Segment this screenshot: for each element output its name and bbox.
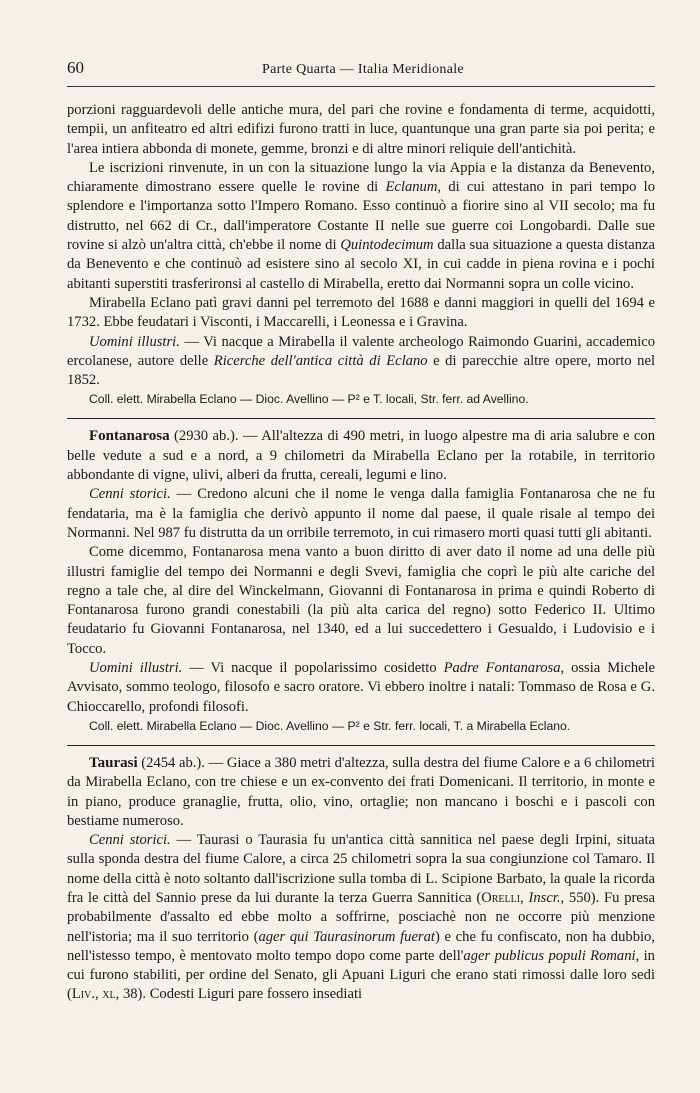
italic-term: Quintodecimum: [340, 237, 434, 254]
page-number: 60: [67, 58, 84, 77]
italic-term: ager qui Taurasinorum fuerat: [258, 928, 435, 945]
section-taurasi: [67, 754, 655, 1005]
admin-note: Coll. elett. Mirabella Eclano — Dioc. Avellino — P² e T. locali, Str. ferr. ad Avellino.: [89, 392, 529, 407]
italic-term: ager publicus populi Romani: [463, 947, 636, 964]
paragraph: Le iscrizioni rinvenute, in un con la situazione lungo la via Appia e la distanza da Benevento, chiaramente dimostrano essere quelle le rovine di Eclanum, di cui attestano in pari tempo lo splendore e l'importanza sotto l'Impero Romano. Esso continuò a fiorire sino al VII secolo; ma fu distrutto, nel 662 di Cr., dall'imperatore Costante II nelle sue guerre coi Longobardi. Dalle sue rovine si alzò un'altra città, ch'ebbe il nome di Quintodecimum dalla sua situazione a questa distanza da Benevento e che continuò ad esistere sino al secolo XI, in cui cadde in piena rovina e i pochi abitanti superstiti trasferironsi al castello di Mirabella, eretto dai Normanni sopra un colle vicino.: [67, 159, 656, 292]
italic-term: Padre Fontanarosa: [443, 660, 561, 677]
page-header: [67, 58, 655, 87]
paragraph: Uomini illustri. — Vi nacque a Mirabella il valente archeologo Raimondo Guarini, accademico ercolanese, autore delle Ricerche dell'antica città di Eclano e di parecchie altre opere, morto nel 1852.: [67, 333, 656, 389]
book-number: xl: [102, 986, 116, 1003]
entry-paragraph: Fontanarosa (2930 ab.). — All'altezza di 490 metri, in luogo alpestre ma di aria salubre e con belle vedute a sud e a nord, a 9 chilometri da Mirabella Eclano per la rotabile, in territorio abbondante di vigne, ulivi, alberi da frutta, cereali, legumi e lino.: [67, 428, 655, 484]
runin-heading: Cenni storici.: [89, 832, 171, 849]
runin-heading: Uomini illustri.: [89, 333, 180, 350]
entry-paragraph: Taurasi (2454 ab.). — Giace a 380 metri d'altezza, sulla destra del fiume Calore e a 6 chilometri da Mirabella Eclano, con tre chiese e un ex-convento dei frati Domenicani. Il territorio, in monte e in piano, produce granaglie, frutta, olio, vino, ortaglie; non mancano i boschi e i pascoli con bestiame numeroso.: [67, 754, 655, 829]
italic-term: Eclanum: [385, 179, 438, 196]
paragraph: Mirabella Eclano patì gravi danni pel terremoto del 1688 e danni maggiori in quelli del 1694 e 1732. Ebbe feudatari i Visconti, i Maccarelli, i Leonessa e i Gravina.: [67, 294, 655, 331]
paragraph: Cenni storici. — Taurasi o Taurasia fu un'antica città sannitica nel paese degli Irpini, situata sulla sponda destra del fiume Calore, a circa 25 chilometri sopra la sua congiunzione col Tamaro. Il nome della città è noto soltanto dall'iscrizione sulla tomba di L. Scipione Barbato, la quale la ricorda fra le città del Sannio prese da lui durante la terza Guerra Sannitica (Orelli, Inscr., 550). Fu presa probabilmente d'assalto ed ebbe molto a soffrirne, posciachè non ne occorre più menzione nell'istoria; ma il suo territorio (ager qui Taurasinorum fuerat) e che fu confiscato, non ha dubbio, nell'istesso tempo, è mentovato molto tempo dopo come parte dell'ager publicus populi Romani, in cui furono stabiliti, per ordine del Senato, gli Apuani Liguri che erano stati rimossi dalle loro sedi (Liv., xl, 38). Codesti Liguri pare fossero insediati: [67, 832, 656, 1003]
italic-title: Ricerche dell'antica città di Eclano: [213, 352, 428, 369]
divider: [67, 745, 655, 746]
section-mirabella: [67, 101, 655, 408]
runin-heading: Uomini illustri.: [89, 660, 183, 677]
entry-name: Fontanarosa: [89, 428, 170, 445]
section-fontanarosa: [67, 427, 655, 734]
running-title: Parte Quarta — Italia Meridionale: [262, 62, 464, 77]
paragraph: porzioni ragguardevoli delle antiche mura, del pari che rovine e fondamenta di terme, acquidotti, tempii, un anfiteatro ed altri edifizi furono tratti in luce, quantunque una gran parte sia poi perita; e l'area intiera abbonda di monete, gemme, bronzi e di altre minori reliquie dell'antichità.: [67, 102, 655, 157]
runin-heading: Cenni storici.: [89, 486, 171, 503]
italic-term: Inscr.: [528, 889, 561, 906]
paragraph: Cenni storici. — Credono alcuni che il nome le venga dalla famiglia Fontanarosa che ne fu fendataria, ma è la famiglia che derivò appunto il nome dal paese, il quale risale al tempo dei Normanni. Nel 987 fu distrutta da un orribile terremoto, in cui rimasero morti quasi tutti gli abitanti.: [67, 486, 655, 541]
admin-note: Coll. elett. Mirabella Eclano — Dioc. Avellino — P² e Str. ferr. locali, T. a Mirabella Eclano.: [89, 718, 571, 733]
divider: [67, 418, 655, 419]
paragraph: Come dicemmo, Fontanarosa mena vanto a buon diritto di aver dato il nome ad una delle più illustri famiglie del tempo dei Normanni e degli Svevi, famiglia che coprì le più alte cariche del regno a tale che, al dire del Winckelmann, Giovanni di Fontanarosa in prima e quindi Roberto di Fontanarosa furono grandi conestabili (la più alta carica del regno) sotto Federico II. Ultimo feudatario fu Giovanni Fontanarosa, nel 1340, ed a lui succedettero i Gesualdo, i Ludovisio e i Tocco.: [67, 544, 655, 657]
author-name: Orelli: [481, 889, 521, 906]
author-name: Liv.: [71, 986, 95, 1003]
paragraph: Uomini illustri. — Vi nacque il popolarissimo cosidetto Padre Fontanarosa, ossia Michele Avvisato, sommo teologo, filosofo e sacro oratore. Vi ebbero inoltre i natali: Tommaso de Rosa e G. Chioccarello, profondi filosofi.: [67, 660, 656, 715]
entry-name: Taurasi: [89, 754, 138, 771]
